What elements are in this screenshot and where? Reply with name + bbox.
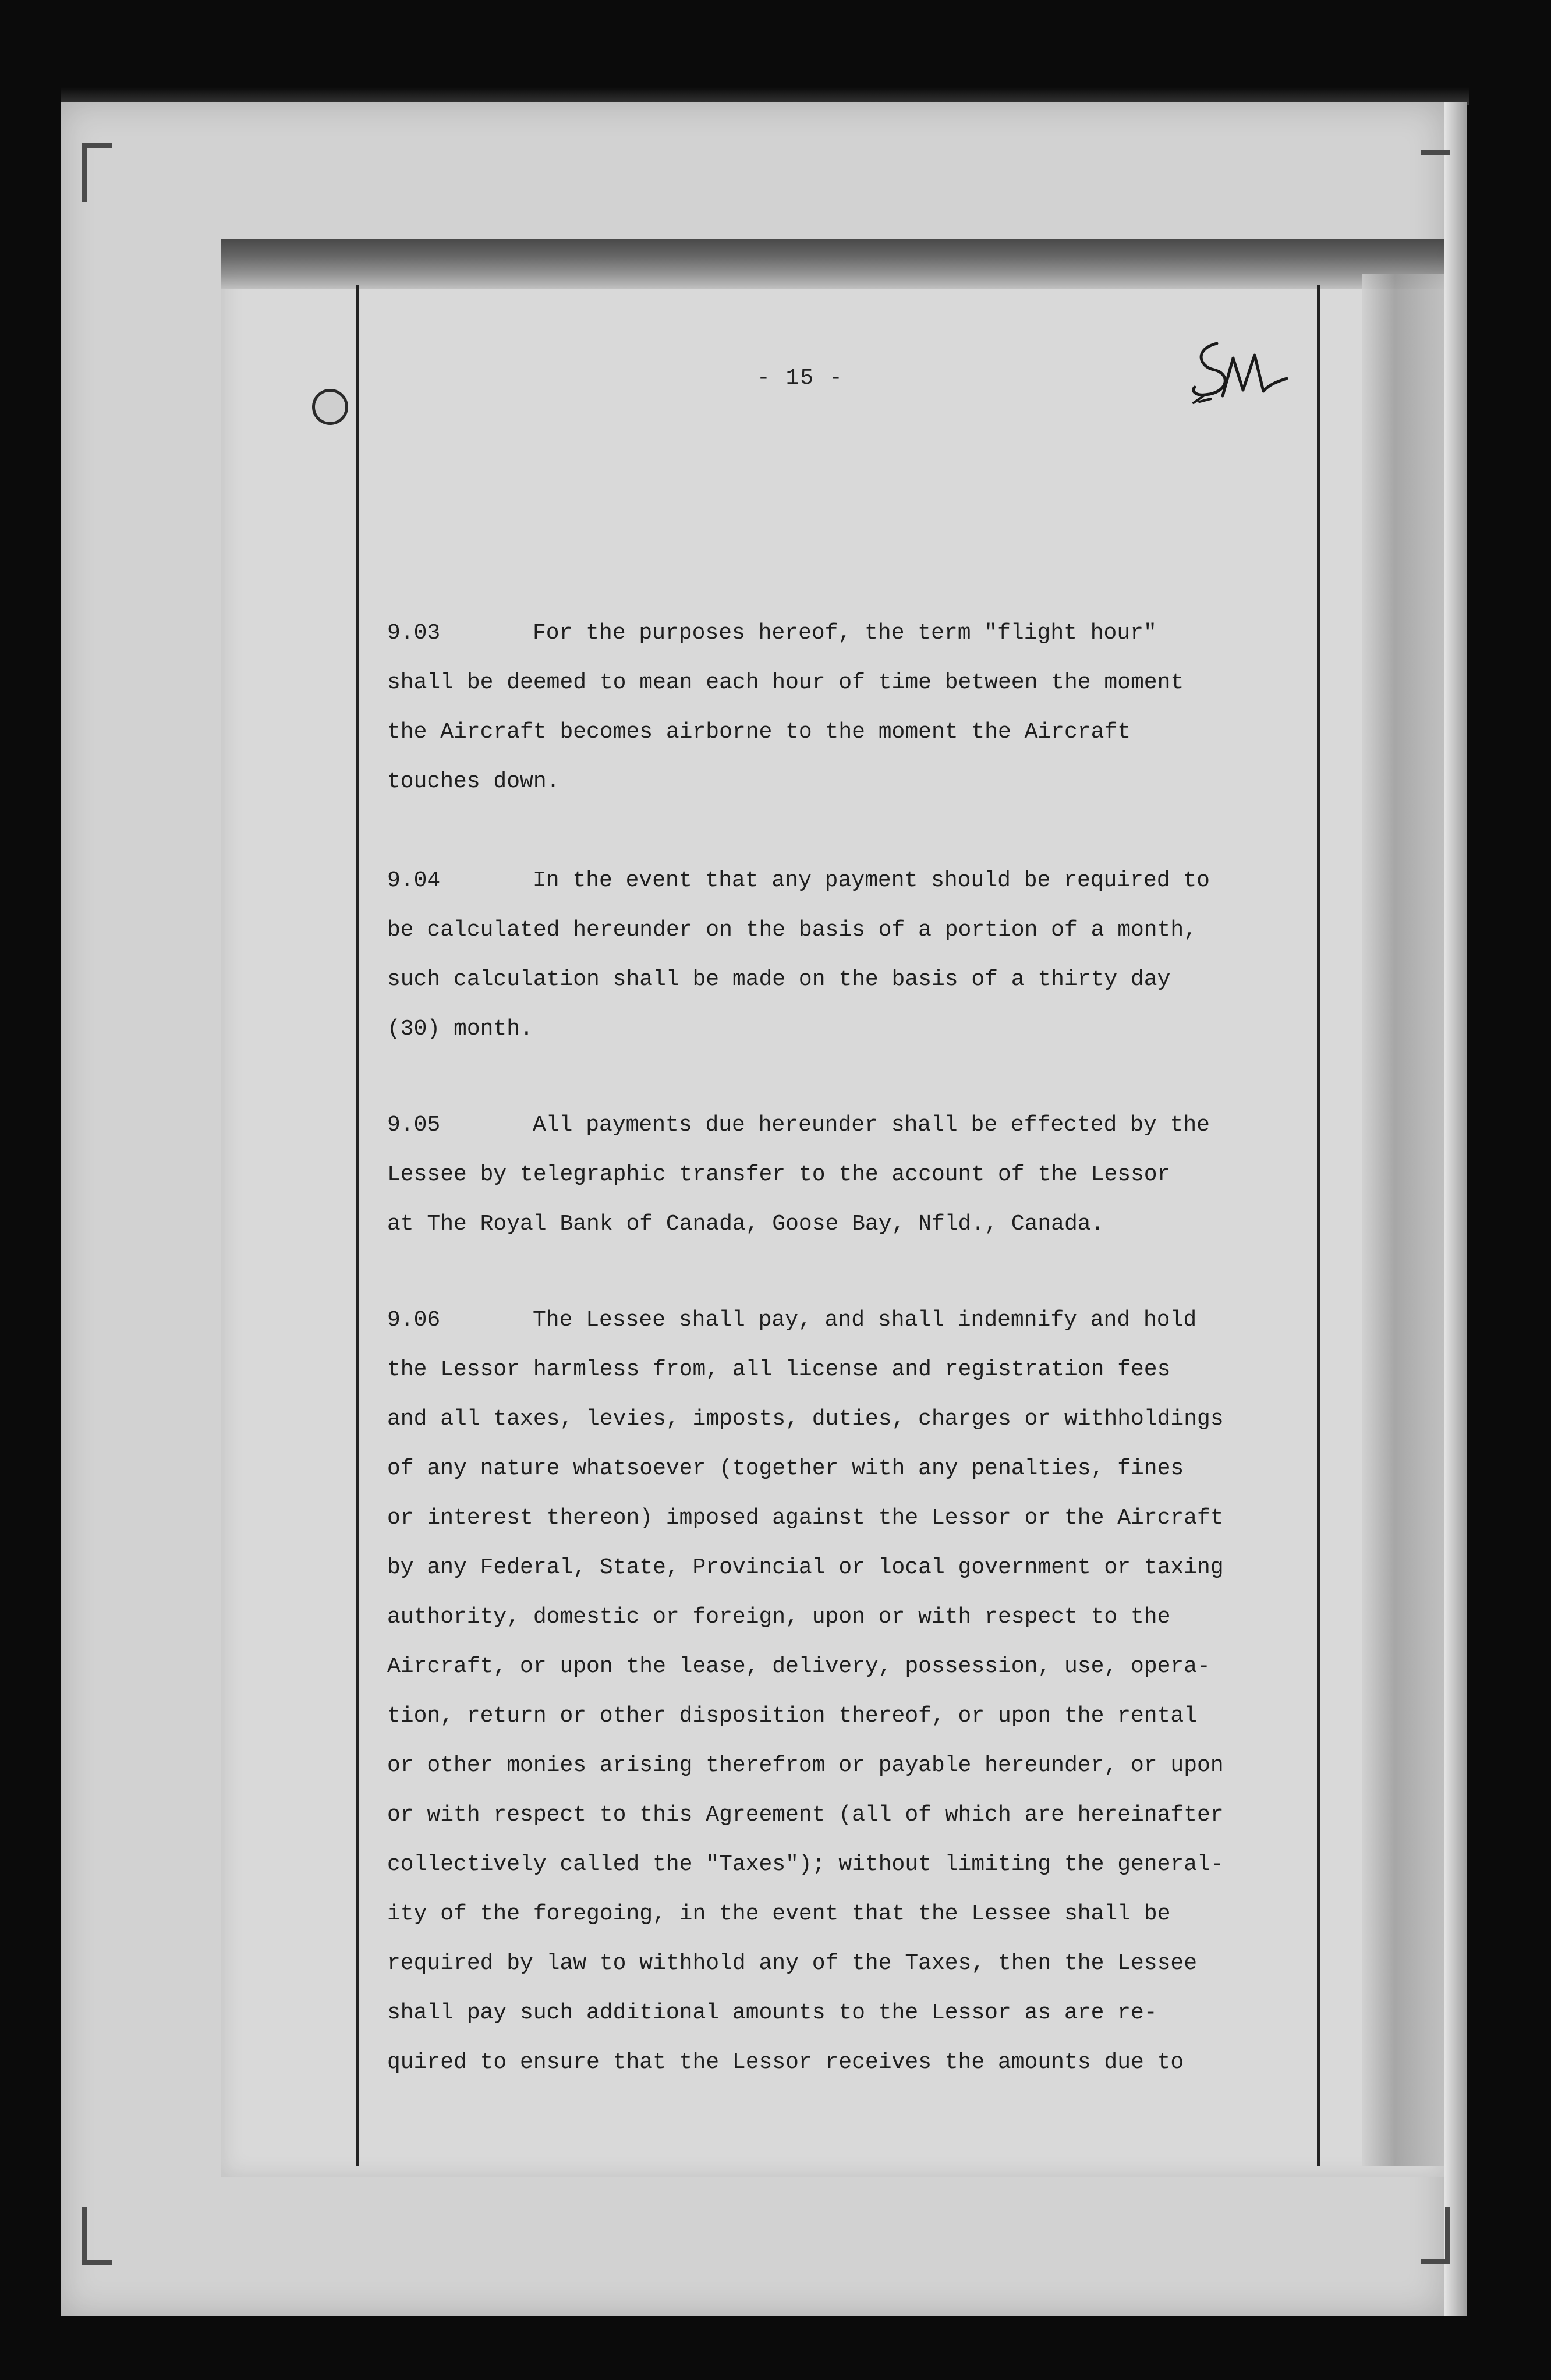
page-number: - 15 - <box>757 366 844 391</box>
clause-line: or other monies arising therefrom or payable hereunder, or upon <box>387 1753 1224 1778</box>
crop-mark-bottom-left-horizontal <box>82 2260 112 2265</box>
crop-mark-bottom-left <box>82 2207 87 2265</box>
clause-line: touches down. <box>387 769 560 794</box>
clause-line: or with respect to this Agreement (all of which are hereinafter <box>387 1802 1224 1828</box>
clause-line: required by law to withhold any of the Taxes, then the Lessee <box>387 1951 1198 1976</box>
clause-line: of any nature whatsoever (together with any penalties, fines <box>387 1456 1184 1481</box>
clause-text: The Lessee shall pay, and shall indemnify and hold <box>533 1308 1197 1333</box>
clause-line: (30) month. <box>387 1017 533 1042</box>
clause-9-05 <box>387 1100 1325 1249</box>
clause-line: be calculated hereunder on the basis of a portion of a month, <box>387 918 1198 943</box>
scan-mount-right-edge <box>1444 102 1467 2316</box>
clause-9-06 <box>387 1295 1325 2087</box>
clause-line: the Lessor harmless from, all license and registration fees <box>387 1357 1171 1382</box>
clause-line: by any Federal, State, Provincial or local government or taxing <box>387 1555 1224 1580</box>
clause-line: shall pay such additional amounts to the Lessor as are re- <box>387 2000 1157 2025</box>
clause-line: or interest thereon) imposed against the Lessor or the Aircraft <box>387 1506 1224 1531</box>
sheet-top-shadow <box>221 239 1444 289</box>
clause-number: 9.06 <box>387 1308 441 1333</box>
clause-line: and all taxes, levies, imposts, duties, charges or withholdings <box>387 1407 1224 1432</box>
crop-mark-top-right <box>1421 150 1450 155</box>
left-margin-rule <box>356 285 359 2166</box>
clause-line: the Aircraft becomes airborne to the moment the Aircraft <box>387 720 1131 745</box>
clause-line: such calculation shall be made on the basis of a thirty day <box>387 967 1171 992</box>
crop-mark-top-left-horizontal <box>82 143 112 148</box>
clause-line: Lessee by telegraphic transfer to the account of the Lessor <box>387 1162 1171 1187</box>
clause-line: collectively called the "Taxes"); without limiting the general- <box>387 1852 1224 1877</box>
clause-line: quired to ensure that the Lessor receives the amounts due to <box>387 2050 1184 2075</box>
crop-mark-bottom-right-vertical <box>1445 2207 1450 2264</box>
clause-text: All payments due hereunder shall be effected by the <box>533 1113 1210 1138</box>
clause-line: tion, return or other disposition thereof, or upon the rental <box>387 1703 1198 1729</box>
sheet-right-shadow <box>1362 274 1444 2166</box>
clause-line: Aircraft, or upon the lease, delivery, possession, use, opera- <box>387 1654 1210 1679</box>
clause-number: 9.04 <box>387 868 441 893</box>
clause-line: ity of the foregoing, in the event that the Lessee shall be <box>387 1901 1171 1926</box>
handwritten-initials <box>1182 326 1298 413</box>
clause-line: shall be deemed to mean each hour of time between the moment <box>387 670 1184 695</box>
clause-text: In the event that any payment should be required to <box>533 868 1210 893</box>
clause-9-04 <box>387 856 1325 1054</box>
clause-line <box>387 856 1325 905</box>
clause-number: 9.05 <box>387 1113 441 1138</box>
clause-line <box>387 1295 1325 1345</box>
clause-9-03 <box>387 608 1325 806</box>
clause-line <box>387 1100 1325 1150</box>
crop-mark-top-left <box>82 143 87 202</box>
clause-line <box>387 608 1325 658</box>
punch-hole <box>312 389 348 425</box>
clause-number: 9.03 <box>387 621 441 646</box>
clause-line: at The Royal Bank of Canada, Goose Bay, Nfld., Canada. <box>387 1212 1104 1237</box>
clause-text: For the purposes hereof, the term "flight hour" <box>533 621 1157 646</box>
clause-line: authority, domestic or foreign, upon or with respect to the <box>387 1605 1171 1630</box>
